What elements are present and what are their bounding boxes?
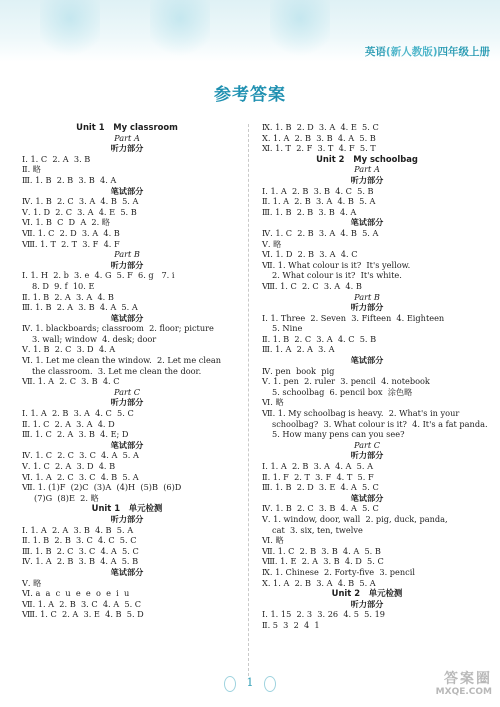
answer-line: Ⅶ. 1. A 2. C 3. B 4. C <box>22 376 120 387</box>
page-number-text: 1 <box>246 676 254 689</box>
answer-line: Ⅶ. 1. A 2. B 3. C 4. A 5. C <box>22 598 142 609</box>
answer-line: Ⅵ. a a c u e e o e i u <box>22 588 130 599</box>
part-heading: Part C <box>353 439 381 450</box>
answer-line: Ⅲ. 1. C 2. A 3. B 4. E; D <box>22 429 129 440</box>
answer-line: Ⅳ. pen book pig <box>262 365 335 376</box>
answer-line: Ⅵ. 1. A 2. C 3. C 4. B 5. A <box>22 471 139 482</box>
answer-line: Ⅴ. 略 <box>262 238 282 249</box>
decorative-shape <box>40 0 100 62</box>
decorative-shape <box>150 0 210 62</box>
section-heading: 听力部分 <box>350 174 384 185</box>
answer-line: Ⅶ. 1. What colour is it? It's yellow. <box>262 259 411 270</box>
answer-line-continued: schoolbag? 3. What colour is it? 4. It's a fat panda. <box>272 418 488 429</box>
answer-line: Ⅳ. 1. C 2. B 3. A 4. B 5. A <box>262 227 379 238</box>
answer-line-continued: 5. Nine <box>272 323 303 334</box>
answer-line: Ⅲ. 1. A 2. A 3. A <box>262 344 335 355</box>
answer-line: Ⅰ. 1. H 2. b 3. e 4. G 5. F 6. g 7. i <box>22 270 175 281</box>
answer-line: Ⅴ. 1. D 2. C 3. A 4. E 5. B <box>22 206 137 217</box>
unit-heading: Unit 1 My classroom <box>76 122 178 132</box>
answer-line: Ⅱ. 1. B 2. C 3. A 4. C 5. B <box>262 333 377 344</box>
section-heading: 笔试部分 <box>110 185 144 196</box>
answer-line: Ⅷ. 1. T 2. T 3. F 4. F <box>22 238 120 249</box>
section-heading: 听力部分 <box>110 513 144 524</box>
watermark-text: 答案圈 <box>444 671 492 687</box>
answer-line: Ⅳ. 1. A 2. B 3. B 4. A 5. B <box>22 556 139 567</box>
section-heading: 笔试部分 <box>110 566 144 577</box>
page-number-ornament-right <box>264 676 276 692</box>
answer-line: Ⅲ. 1. B 2. B 3. B 4. A <box>22 174 117 185</box>
answer-line-continued: the classroom. 3. Let me clean the door. <box>32 365 202 376</box>
page-number <box>232 672 268 694</box>
section-heading: 笔试部分 <box>110 439 144 450</box>
answer-line: Ⅶ. 1. My schoolbag is heavy. 2. What's in your <box>262 408 460 419</box>
answer-line: Ⅵ. 1. D 2. B 3. A 4. C <box>262 249 358 260</box>
answer-line: Ⅰ. 1. A 2. A 3. B 4. B 5. A <box>22 524 134 535</box>
answer-line: Ⅲ. 1. B 2. B 3. B 4. A <box>262 206 357 217</box>
answer-line: Ⅴ. 1. C 2. A 3. D 4. B <box>22 461 116 471</box>
part-heading: Part B <box>114 249 140 260</box>
page-title: 参考答案 <box>214 85 286 105</box>
answer-line: Ⅱ. 1. B 2. B 3. C 4. C 5. C <box>22 535 137 546</box>
answer-line: Ⅹ. 1. A 2. B 3. B 4. A 5. B <box>262 132 376 143</box>
answer-line: Ⅰ. 1. Three 2. Seven 3. Fifteen 4. Eighteen <box>262 312 445 323</box>
answer-line: Ⅳ. 1. B 2. C 3. A 4. B 5. A <box>22 196 139 207</box>
header-grade: 四年级上册 <box>437 46 490 58</box>
answer-line: Ⅺ. 1. T 2. F 3. T 4. F 5. T <box>262 143 376 154</box>
answer-line-continued: cat 3. six, ten, twelve <box>272 524 363 535</box>
answer-line: Ⅳ. 1. blackboards; classroom 2. floor; picture <box>22 323 214 334</box>
answer-line: Ⅱ. 5 3 2 4 1 <box>262 619 320 630</box>
answer-line: Ⅱ. 1. F 2. T 3. F 4. T 5. F <box>262 471 374 482</box>
answer-line: Ⅲ. 1. B 2. A 3. B 4. A 5. A <box>22 302 138 313</box>
part-heading: Part A <box>114 132 140 143</box>
answer-line: Ⅷ. 1. E 2. A 3. B 4. D 5. C <box>262 556 384 567</box>
answer-line: Ⅰ. 1. 15 2. 3 3. 26 4. 5 5. 19 <box>262 609 386 620</box>
answer-line: Ⅷ. 1. C 2. C 3. A 4. B <box>262 280 362 291</box>
answer-line: Ⅷ. 1. C 2. A 3. E 4. B 5. D <box>22 609 144 620</box>
answer-column-right <box>262 122 488 631</box>
answer-line: Ⅰ. 1. A 2. B 3. A 4. C 5. C <box>22 408 134 419</box>
answer-line: Ⅶ. 1. C 2. D 3. A 4. B <box>22 227 120 238</box>
answer-line: Ⅳ. 1. C 2. C 3. C 4. A 5. A <box>22 450 139 461</box>
answer-line: Ⅱ. 1. B 2. A 3. A 4. B <box>22 291 114 302</box>
section-heading: 笔试部分 <box>350 355 384 366</box>
answer-line: Ⅰ. 1. A 2. B 3. B 4. C 5. B <box>262 185 374 196</box>
header-edition: (新人教版) <box>385 46 438 58</box>
answer-column-left <box>22 122 232 620</box>
answer-line-continued: 2. What colour is it? It's white. <box>272 270 402 281</box>
unit-heading: Unit 1 单元检测 <box>91 503 163 514</box>
answer-line: Ⅶ. 1. (1)F (2)C (3)A (4)H (5)B (6)D <box>22 482 182 493</box>
answer-line: Ⅵ. 1. B C D A 2. 略 <box>22 217 111 228</box>
decorative-shape <box>270 0 330 62</box>
part-heading: Part B <box>354 291 380 302</box>
section-heading: 听力部分 <box>350 598 384 609</box>
watermark-url: MXQE.COM <box>435 687 492 697</box>
answer-line-continued: 5. How many pens can you see? <box>272 429 405 440</box>
section-heading: 笔试部分 <box>350 492 384 503</box>
part-heading: Part A <box>354 164 380 175</box>
answer-line: Ⅸ. 1. B 2. D 3. A 4. E 5. C <box>262 122 379 132</box>
answer-line: Ⅵ. 1. Let me clean the window. 2. Let me clean <box>22 355 221 366</box>
part-heading: Part C <box>113 386 141 397</box>
section-heading: 笔试部分 <box>110 312 144 323</box>
answer-line-continued: 8. D 9. f 10. E <box>32 280 95 291</box>
answer-line: Ⅸ. 1. Chinese 2. Forty-five 3. pencil <box>262 566 415 577</box>
answer-line: Ⅱ. 1. A 2. B 3. A 4. B 5. A <box>262 196 376 207</box>
answer-line: Ⅴ. 1. pen 2. ruler 3. pencil 4. notebook <box>262 376 430 387</box>
answer-line: Ⅵ. 略 <box>262 397 284 408</box>
book-header <box>365 44 490 59</box>
answer-line: Ⅲ. 1. B 2. D 3. E 4. A 5. C <box>262 482 379 493</box>
answer-line: Ⅱ. 略 <box>22 164 41 175</box>
answer-line-continued: 3. wall; window 4. desk; door <box>32 333 157 344</box>
answer-line: Ⅲ. 1. B 2. C 3. C 4. A 5. C <box>22 545 139 556</box>
section-heading: 听力部分 <box>110 259 144 270</box>
unit-heading: Unit 2 单元检测 <box>331 588 403 599</box>
answer-line: Ⅶ. 1. C 2. B 3. B 4. A 5. B <box>262 545 381 556</box>
watermark <box>402 671 492 701</box>
page-number-ornament-left <box>224 676 236 692</box>
answer-line: Ⅳ. 1. B 2. C 3. B 4. A 5. C <box>262 503 379 514</box>
header-subject: 英语 <box>364 46 386 58</box>
section-heading: 听力部分 <box>110 143 144 154</box>
answer-line-continued: (7)G (8)E 2. 略 <box>34 492 99 503</box>
answer-line: Ⅴ. 1. B 2. C 3. D 4. A <box>22 344 116 355</box>
answer-line: Ⅵ. 略 <box>262 535 284 546</box>
section-heading: 听力部分 <box>350 450 384 461</box>
section-heading: 笔试部分 <box>350 217 384 228</box>
answer-line: Ⅱ. 1. C 2. A 3. A 4. D <box>22 418 115 429</box>
unit-heading: Unit 2 My schoolbag <box>316 153 418 164</box>
answer-line: Ⅰ. 1. A 2. B 3. A 4. A 5. A <box>262 461 373 471</box>
answer-line: Ⅰ. 1. C 2. A 3. B <box>22 153 91 164</box>
answer-line: Ⅴ. 略 <box>22 577 42 588</box>
section-heading: 听力部分 <box>110 397 144 408</box>
section-heading: 听力部分 <box>350 302 384 313</box>
answer-line-continued: 5. schoolbag 6. pencil box 涂色略 <box>272 386 413 397</box>
answer-line: Ⅹ. 1. A 2. B 3. A 4. B 5. A <box>262 577 376 588</box>
column-divider <box>248 124 249 676</box>
answer-line: Ⅴ. 1. window, door, wall 2. pig, duck, panda, <box>262 513 448 524</box>
